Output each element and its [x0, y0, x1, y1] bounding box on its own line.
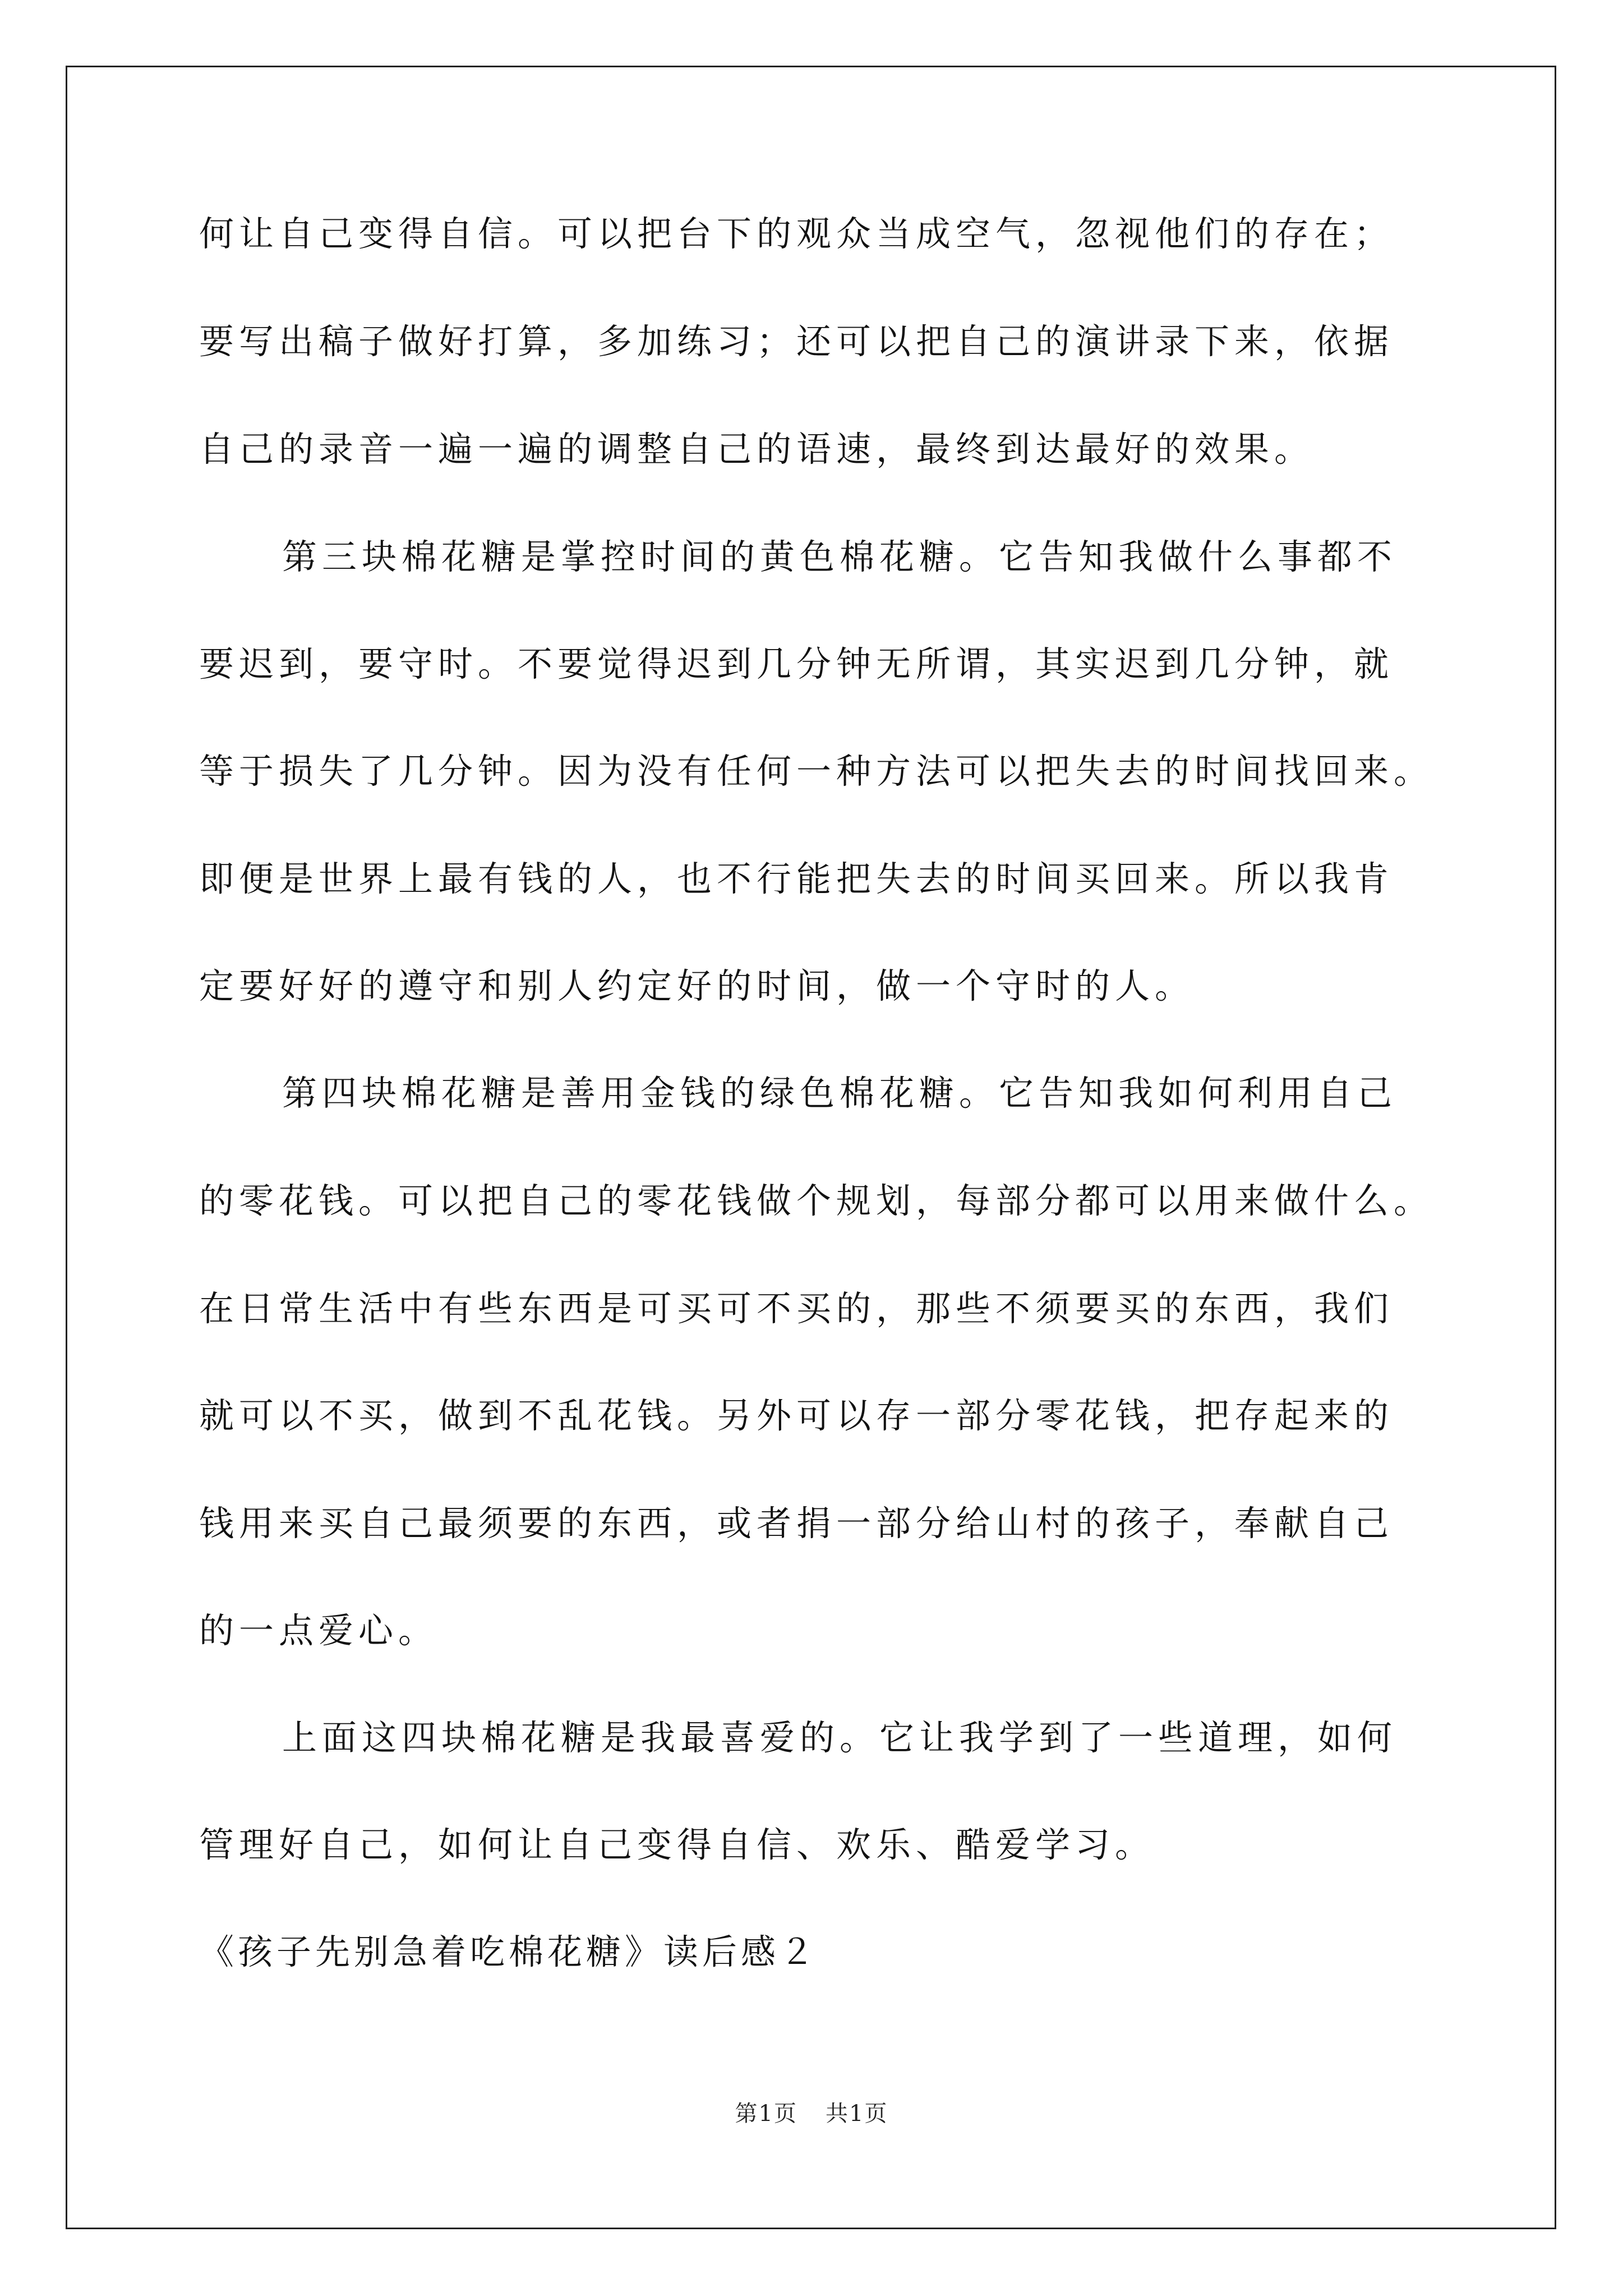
page-footer: [0, 2096, 1623, 2128]
page-number: 第1页: [735, 2101, 797, 2127]
section-heading: 《孩子先别急着吃棉花糖》读后感２: [199, 1931, 819, 1972]
text-line: 的一点爱心。: [199, 1610, 439, 1651]
text-line: 即便是世界上最有钱的人，也不行能把失去的时间买回来。所以我肯: [199, 858, 1394, 899]
text-line: 钱用来买自己最须要的东西，或者捐一部分给山村的孩子，奉献自己: [199, 1503, 1394, 1544]
text-line: 等于损失了几分钟。因为没有任何一种方法可以把失去的时间找回来。: [199, 751, 1434, 792]
text-line: 何让自己变得自信。可以把台下的观众当成空气，忽视他们的存在；: [199, 213, 1394, 254]
text-line: 管理好自己，如何让自己变得自信、欢乐、酷爱学习。: [199, 1824, 1155, 1865]
page-total: 共1页: [826, 2101, 888, 2127]
paragraph-start-line: 第四块棉花糖是善用金钱的绿色棉花糖。它告知我如何利用自己: [282, 1073, 1398, 1114]
text-line: 要写出稿子做好打算，多加练习；还可以把自己的演讲录下来，依据: [199, 321, 1394, 362]
text-line: 在日常生活中有些东西是可买可不买的，那些不须要买的东西，我们: [199, 1288, 1394, 1329]
text-line: 就可以不买，做到不乱花钱。另外可以存一部分零花钱，把存起来的: [199, 1395, 1394, 1436]
page-border: [66, 66, 1556, 2229]
text-line: 要迟到，要守时。不要觉得迟到几分钟无所谓，其实迟到几分钟，就: [199, 643, 1394, 684]
paragraph-start-line: 第三块棉花糖是掌控时间的黄色棉花糖。它告知我做什么事都不: [282, 536, 1398, 577]
text-line: 定要好好的遵守和别人约定好的时间，做一个守时的人。: [199, 965, 1195, 1006]
text-line: 的零花钱。可以把自己的零花钱做个规划，每部分都可以用来做什么。: [199, 1180, 1434, 1221]
paragraph-start-line: 上面这四块棉花糖是我最喜爱的。它让我学到了一些道理，如何: [282, 1717, 1398, 1758]
text-line: 自己的录音一遍一遍的调整自己的语速，最终到达最好的效果。: [199, 429, 1315, 470]
